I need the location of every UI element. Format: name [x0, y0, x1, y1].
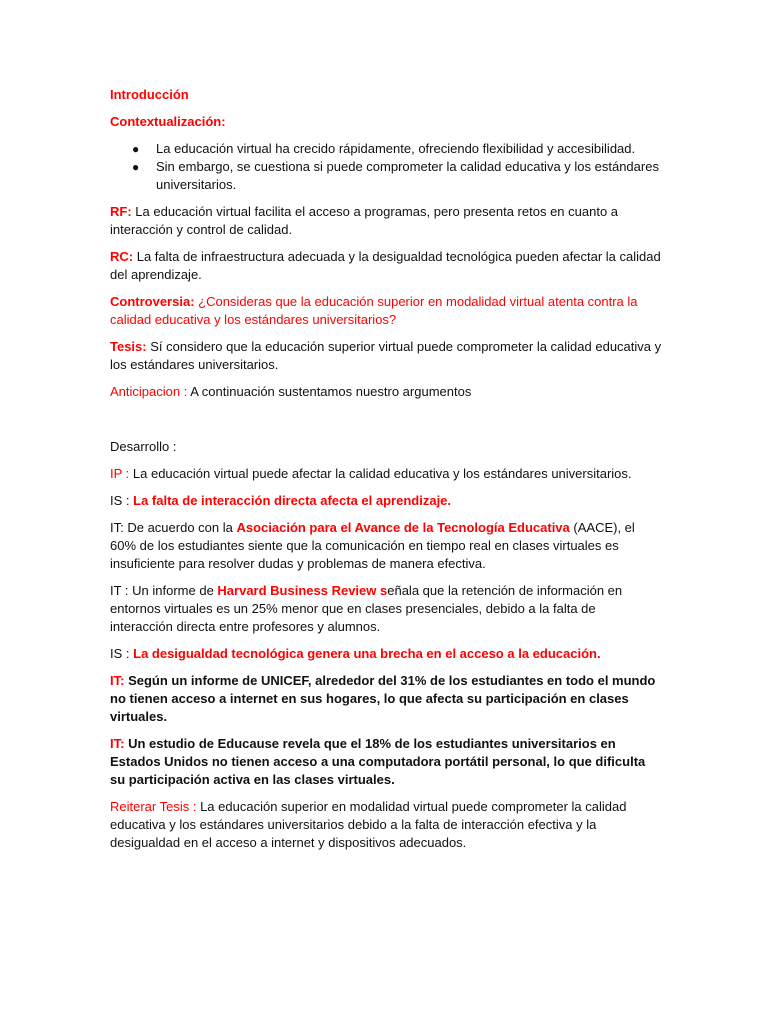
ip-text: La educación virtual puede afectar la calidad educativa y los estándares universitarios.: [129, 466, 632, 481]
it-suffix: eñala que la retención de información en entornos virtuales es un 25% menor que en clases presenciales, debido a la falta de interacción directa entre profesores y alumnos.: [110, 583, 623, 634]
context-bullet-text: Sin embargo, se cuestiona si puede comprometer la calidad educativa y los estándares universitarios.: [156, 159, 659, 192]
is-text: La falta de interacción directa afecta el aprendizaje.: [133, 493, 452, 508]
it-prefix: IT: De acuerdo con la: [110, 520, 237, 535]
ip-paragraph: [110, 465, 662, 483]
section-spacer: [110, 410, 662, 438]
it-paragraph: [110, 672, 662, 726]
ip-label: IP :: [110, 466, 130, 481]
is-text: La desigualdad tecnológica genera una brecha en el acceso a la educación.: [133, 646, 601, 661]
tesis-text: Sí considero que la educación superior virtual puede comprometer la calidad educativa y los estándares universitarios.: [110, 339, 662, 372]
is-paragraph: [110, 492, 662, 510]
rf-paragraph: [110, 203, 662, 239]
document-body: [110, 86, 662, 861]
it-paragraph: [110, 582, 662, 636]
rc-paragraph: [110, 248, 662, 284]
it-paragraph: [110, 735, 662, 789]
it-label: IT:: [110, 673, 125, 688]
reiterar-paragraph: [110, 798, 662, 852]
desarrollo-heading: [110, 438, 662, 456]
reiterar-label: Reiterar Tesis :: [110, 799, 197, 814]
context-heading-text: Contextualización:: [110, 114, 226, 129]
anticipacion-text: A continuación sustentamos nuestro argumentos: [187, 384, 472, 399]
rc-label: RC:: [110, 249, 134, 264]
context-heading: [110, 113, 662, 131]
bullet-icon: ●: [132, 142, 140, 156]
it-label: IT:: [110, 736, 125, 751]
it-highlight: Harvard Business Review s: [217, 583, 388, 598]
intro-heading: [110, 86, 662, 104]
controversia-text: ¿Consideras que la educación superior en modalidad virtual atenta contra la calidad educativa y los estándares universitarios?: [110, 294, 638, 327]
it-highlight: Asociación para el Avance de la Tecnología Educativa: [236, 520, 570, 535]
it-text: Según un informe de UNICEF, alrededor del 31% de los estudiantes en todo el mundo no tienen acceso a internet en sus hogares, lo que afecta su participación en clases virtuales.: [110, 673, 656, 724]
it-suffix: (AACE), el 60% de los estudiantes siente que la comunicación en tiempo real en clases virtuales es insuficiente para resolver dudas y problemas de manera efectiva.: [110, 520, 635, 571]
is-paragraph: [110, 645, 662, 663]
it-paragraph: [110, 519, 662, 573]
rc-text: La falta de infraestructura adecuada y la desigualdad tecnológica pueden afectar la calidad del aprendizaje.: [110, 249, 661, 282]
tesis-label: Tesis:: [110, 339, 147, 354]
it-text: Un estudio de Educause revela que el 18% de los estudiantes universitarios en Estados Unidos no tienen acceso a una computadora portátil personal, lo que dificulta su participación activa en las clases virtuales.: [110, 736, 646, 787]
context-bullet-item: [110, 140, 662, 158]
intro-heading-text: Introducción: [110, 87, 189, 102]
bullet-icon: ●: [132, 160, 140, 174]
rf-label: RF:: [110, 204, 132, 219]
controversia-label: Controversia:: [110, 294, 195, 309]
context-bullet-text: La educación virtual ha crecido rápidamente, ofreciendo flexibilidad y accesibilidad.: [156, 141, 636, 156]
rf-text: La educación virtual facilita el acceso a programas, pero presenta retos en cuanto a interacción y control de calidad.: [110, 204, 619, 237]
is-label: IS :: [110, 646, 134, 661]
anticipacion-label: Anticipacion :: [110, 384, 188, 399]
is-label: IS :: [110, 493, 134, 508]
tesis-paragraph: [110, 338, 662, 374]
anticipacion-paragraph: [110, 383, 662, 401]
desarrollo-heading-text: Desarrollo :: [110, 439, 177, 454]
it-prefix: IT : Un informe de: [110, 583, 218, 598]
reiterar-text: La educación superior en modalidad virtual puede comprometer la calidad educativa y los estándares universitarios debido a la falta de interacción efectiva y la desigualdad en el acceso a internet y dispositivos adecuados.: [110, 799, 627, 850]
context-bullet-list: [110, 140, 662, 194]
controversia-paragraph: [110, 293, 662, 329]
context-bullet-item: [110, 158, 662, 194]
